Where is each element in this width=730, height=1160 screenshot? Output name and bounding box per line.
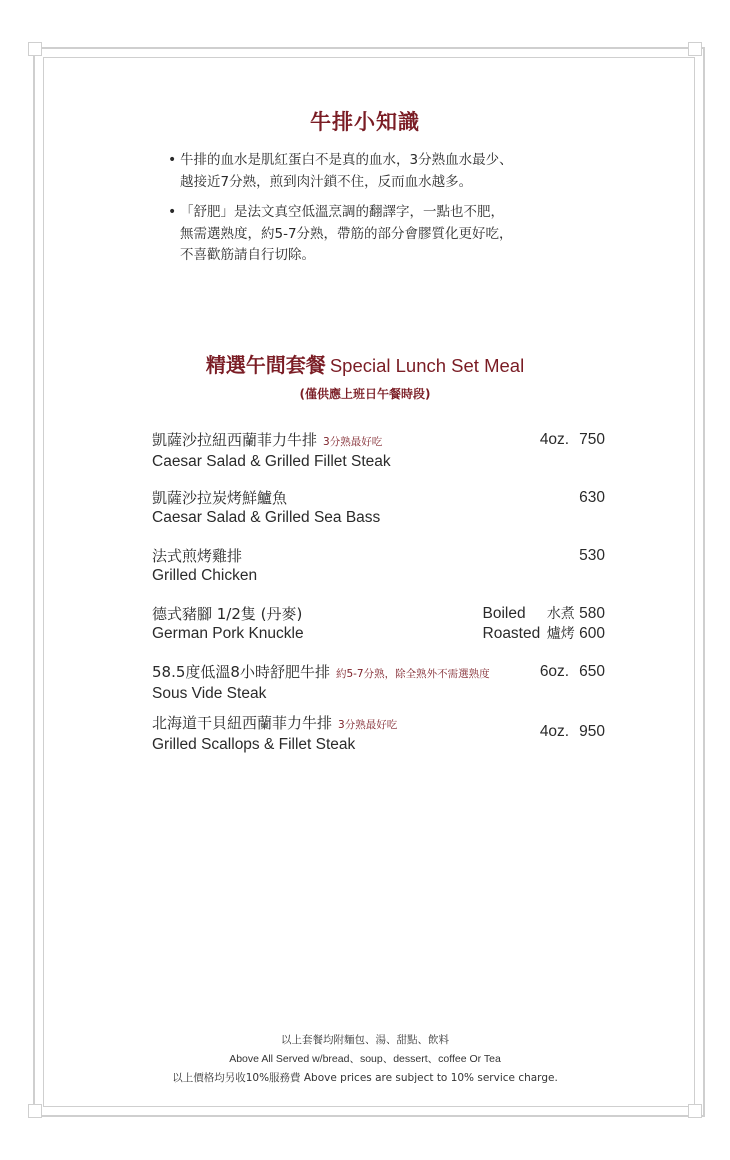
tip-line: 牛排的血水是肌紅蛋白不是真的血水，3分熟血水最少、 — [180, 152, 513, 168]
steak-knowledge-title: 牛排小知識 — [310, 110, 420, 134]
tip-line: 越接近7分熟，煎到肉汁鎖不住，反而血水越多。 — [180, 173, 473, 190]
menu-item-name-en: Grilled Scallops & Fillet Steak — [152, 736, 356, 753]
menu-item-name-zh: 德式豬腳 1/2隻 (丹麥) — [152, 605, 303, 623]
footer-service-charge: 以上價格均另收10%服務費 Above prices are subject to 10% service charge. — [172, 1072, 558, 1084]
menu-item-price: 630 — [579, 489, 605, 506]
footer-inclusions-zh: 以上套餐均附麵包、湯、甜點、飲料 — [281, 1034, 449, 1046]
menu-item — [152, 604, 607, 644]
option-name-zh: 爐烤 — [546, 626, 575, 642]
menu-item — [152, 713, 607, 755]
menu-item-name-en: Caesar Salad & Grilled Sea Bass — [152, 509, 381, 526]
menu-item-weight: 4oz. — [539, 431, 570, 448]
menu-item-price: 750 — [579, 431, 605, 448]
option-name-zh: 水煮 — [546, 606, 575, 622]
tip-item — [170, 150, 590, 193]
lunch-set-availability-note: (僅供應上班日午餐時段) — [299, 387, 431, 401]
option-name-en: Roasted — [482, 625, 541, 642]
corner-ornament — [688, 42, 702, 56]
tip-line: 不喜歡筋請自行切除。 — [180, 247, 315, 263]
menu-item-price-box — [579, 546, 605, 566]
option-name-en: Boiled — [482, 605, 526, 622]
menu-item-name-en: Grilled Chicken — [152, 567, 258, 584]
menu-item-price: 950 — [579, 723, 605, 740]
menu-item-price: 530 — [579, 547, 605, 564]
lunch-set-title-zh: 精選午間套餐 — [205, 353, 326, 377]
menu-item-price: 650 — [579, 663, 605, 680]
corner-ornament — [28, 42, 42, 56]
menu-item-name-en: Caesar Salad & Grilled Fillet Steak — [152, 453, 391, 470]
footer-inclusions-en: Above All Served w/bread、soup、dessert、coffee Or Tea — [229, 1053, 501, 1065]
menu-item-price-options — [483, 604, 606, 644]
menu-item-name-zh: 北海道干貝紐西蘭菲力牛排 — [152, 714, 333, 732]
option-price: 580 — [579, 605, 605, 622]
menu-item-name-zh: 法式煎烤雞排 — [152, 547, 243, 565]
menu-item-price-box — [540, 662, 605, 682]
corner-ornament — [688, 1104, 702, 1118]
menu-item-name-zh: 凱薩沙拉炭烤鮮鱸魚 — [152, 489, 288, 507]
menu-item — [152, 546, 607, 586]
lunch-set-title-en: Special Lunch Set Meal — [329, 355, 525, 376]
tip-item — [170, 202, 590, 267]
menu-item-note: 3分熟最好吃 — [323, 436, 383, 448]
option-price: 600 — [579, 625, 605, 642]
menu-item-price-box — [579, 488, 605, 508]
menu-item-name-en: Sous Vide Steak — [152, 685, 267, 702]
menu-item-price-box — [540, 430, 605, 450]
menu-item-name-zh: 凱薩沙拉紐西蘭菲力牛排 — [152, 431, 318, 449]
menu-item — [152, 430, 607, 472]
tip-line: 無需選熟度，約5-7分熟，帶筋的部分會膠質化更好吃， — [180, 225, 513, 242]
menu-item — [152, 488, 607, 528]
price-option — [483, 624, 606, 644]
menu-item-weight: 6oz. — [539, 663, 570, 680]
steak-tips-list — [170, 150, 590, 276]
bullet-icon: • — [168, 204, 177, 220]
menu-item-note: 3分熟最好吃 — [338, 719, 398, 731]
menu-item — [152, 662, 607, 704]
menu-item-name-en: German Pork Knuckle — [152, 625, 304, 642]
price-option — [483, 604, 606, 624]
corner-ornament — [28, 1104, 42, 1118]
menu-item-price-box — [540, 722, 605, 742]
tip-line: 「舒肥」是法文真空低溫烹調的翻譯字，一點也不肥， — [180, 204, 504, 220]
bullet-icon: • — [168, 152, 177, 168]
menu-item-note: 約5-7分熟，除全熟外不需選熟度 — [335, 668, 490, 680]
lunch-set-title — [0, 349, 730, 378]
menu-item-weight: 4oz. — [539, 723, 570, 740]
menu-item-name-zh: 58.5度低溫8小時舒肥牛排 — [152, 663, 330, 681]
